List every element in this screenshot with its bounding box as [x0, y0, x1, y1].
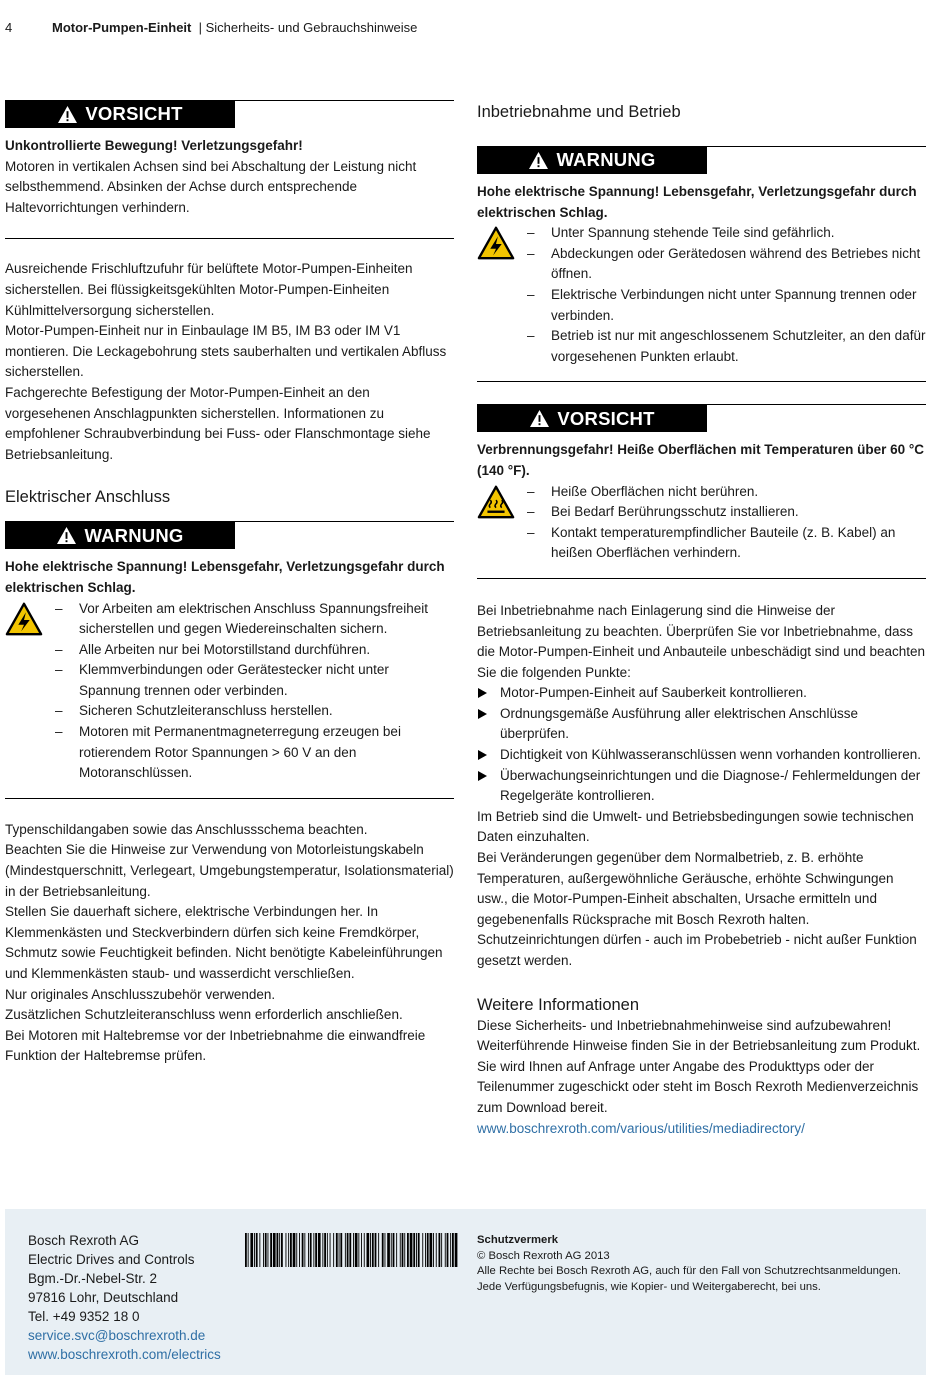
- list-item: – Unter Spannung stehende Teile sind gefährlich.: [527, 223, 926, 244]
- list-item: – Bei Bedarf Berührungsschutz installieren.: [527, 502, 926, 523]
- warning-title: Hohe elektrische Spannung! Lebensgefahr, Verletzungsgefahr durch elektrischen Schlag.: [477, 184, 917, 220]
- document-subtitle: | Sicherheits- und Gebrauchshinweise: [198, 20, 418, 35]
- caution-list: [515, 482, 926, 564]
- footer: [5, 1209, 926, 1375]
- more-info-text: Diese Sicherheits- und Inbetriebnahmehinweise sind aufzubewahren! Weiterführende Hinweise finden Sie in der Betriebsanleitung zum Produkt. Sie wird Ihnen auf Anfrage unter Angabe des Produkttyps oder der Teilenummer zugeschickt oder steht im Bosch Rexroth Medienverzeichnis zum Download bereit.: [477, 1017, 921, 1115]
- list-item: – Alle Arbeiten nur bei Motorstillstand durchführen.: [55, 640, 454, 661]
- warning-triangle-icon: [528, 151, 549, 170]
- caution-text: Motoren in vertikalen Achsen sind bei Abschaltung der Leistung nicht selbsthemmend. Absinken der Achse durch entsprechende Haltevorrichtungen verhindern.: [5, 158, 417, 215]
- warning-label: [5, 522, 235, 549]
- list-item-text: Überwachungseinrichtungen und die Diagnose-/ Fehlermeldungen der Regelgeräte kontrollieren.: [500, 767, 921, 804]
- section-heading-operation: Inbetriebnahme und Betrieb: [477, 103, 681, 121]
- barcode: [245, 1233, 459, 1267]
- media-directory-link[interactable]: www.boschrexroth.com/various/utilities/mediadirectory/: [477, 1120, 805, 1136]
- list-item: [477, 704, 926, 745]
- paragraph: Fachgerechte Befestigung der Motor-Pumpen-Einheit an den vorgesehenen Anschlagpunkten sicherstellen. Informationen zu empfohlener Schraubverbindung bei Fuss- oder Flanschmontage siehe Betriebsanleitung.: [5, 384, 431, 462]
- warning-body: [477, 223, 926, 381]
- triangle-bullet-icon: [478, 709, 487, 719]
- list-item: – Vor Arbeiten am elektrischen Anschluss Spannungsfreiheit sicherstellen und gegen Wiedereinschalten sichern.: [55, 599, 454, 640]
- document-title: Motor-Pumpen-Einheit: [52, 20, 192, 35]
- list-item: – Motoren mit Permanentmagneterregung erzeugen bei rotierendem Rotor Spannungen > 60 V an den Motoranschlüssen.: [55, 722, 454, 784]
- page-header: [5, 19, 417, 37]
- paragraph: Schutzeinrichtungen dürfen - auch im Probebetrieb - nicht außer Funktion gesetzt werden.: [477, 932, 917, 968]
- warning-list: [515, 223, 926, 367]
- list-item: – Heiße Oberflächen nicht berühren.: [527, 482, 926, 503]
- list-item: – Kontakt temperaturempfindlicher Bauteile (z. B. Kabel) an heißen Oberflächen verhindern.: [527, 523, 926, 564]
- warning-label: [477, 147, 707, 174]
- warning-title: Hohe elektrische Spannung! Lebensgefahr, Verletzungsgefahr durch elektrischen Schlag.: [5, 559, 445, 595]
- paragraph: Nur originales Anschlusszubehör verwenden.: [5, 986, 276, 1002]
- warning-triangle-icon: [529, 409, 550, 428]
- paragraph: Typenschildangaben sowie das Anschlussschema beachten.: [5, 821, 368, 837]
- caution-title: Verbrennungsgefahr! Heiße Oberflächen mit Temperaturen über 60 °C (140 °F).: [477, 442, 925, 478]
- caution-label-text: VORSICHT: [557, 407, 655, 429]
- caution-label: [5, 101, 235, 128]
- hot-surface-pictogram-icon: [477, 484, 515, 520]
- list-item: – Sicheren Schutzleiteranschluss herstellen.: [55, 701, 454, 722]
- mounting-paragraphs: [5, 259, 454, 465]
- list-item: – Betrieb ist nur mit angeschlossenem Schutzleiter, an den dafür vorgesehenen Punkten erlaubt.: [527, 326, 926, 367]
- paragraph: Beachten Sie die Hinweise zur Verwendung von Motorleistungskabeln (Mindestquerschnitt, Verlegeart, Umgebungstemperatur, Isolationsmaterial) in der Betriebsanleitung.: [5, 842, 454, 899]
- paragraph: Motor-Pumpen-Einheit nur in Einbaulage IM B5, IM B3 oder IM V1 montieren. Die Leckagebohrung stets sauberhalten und vertikalen Abfluss sicherstellen.: [5, 323, 447, 380]
- paragraph: Bei Motoren mit Haltebremse vor der Inbetriebnahme die einwandfreie Funktion der Haltebremse prüfen.: [5, 1027, 426, 1064]
- warning-box-electrical: [5, 521, 454, 799]
- company-name: Bosch Rexroth AG: [28, 1233, 140, 1248]
- high-voltage-pictogram-icon: [5, 601, 43, 637]
- high-voltage-pictogram-icon: [477, 225, 515, 261]
- caution-body: [477, 482, 926, 578]
- company-division: Electric Drives and Controls: [28, 1252, 195, 1267]
- caution-box-movement: [5, 100, 454, 239]
- company-address: [28, 1231, 221, 1364]
- commissioning-intro: Bei Inbetriebnahme nach Einlagerung sind die Hinweise der Betriebsanleitung zu beachten. Überprüfen Sie vor Inbetriebnahme, dass die Motor-Pumpen-Einheit und Anbauteile unbeschädigt sind und beachten Sie die folgenden Punkte:: [477, 602, 926, 680]
- warning-triangle-icon: [56, 526, 77, 545]
- paragraph: Zusätzlichen Schutzleiteranschluss wenn erforderlich anschließen.: [5, 1007, 403, 1023]
- company-phone: Tel. +49 9352 18 0: [28, 1309, 140, 1324]
- commissioning-checklist: [477, 683, 926, 807]
- section-heading-electrical: Elektrischer Anschluss: [5, 488, 171, 507]
- warning-label-text: WARNUNG: [84, 524, 184, 546]
- paragraph: Stellen Sie dauerhaft sichere, elektrische Verbindungen her. In Klemmenkästen und Steckverbindern dürfen sich keine Fremdkörper, Schmutz sowie Feuchtigkeit befinden. Nicht benötigte Kabeleinführungen und Klemmenkästen staub- und wasserdicht verschließen.: [5, 904, 443, 981]
- paragraph: Im Betrieb sind die Umwelt- und Betriebsbedingungen sowie technischen Daten einzuhalten.: [477, 808, 914, 845]
- paragraph: Bei Veränderungen gegenüber dem Normalbetrieb, z. B. erhöhte Temperaturen, außergewöhnliche Geräusche, erhöhte Schwingungen usw., die Motor-Pumpen-Einheit abschalten, Ursache ermitteln und gegebenenfalls Rücksprache mit Bosch Rexroth halten.: [477, 850, 894, 927]
- company-street: Bgm.-Dr.-Nebel-Str. 2: [28, 1271, 158, 1286]
- copyright-heading: Schutzvermerk: [477, 1234, 558, 1246]
- list-item: – Elektrische Verbindungen nicht unter Spannung trennen oder verbinden.: [527, 285, 926, 326]
- caution-label: [477, 405, 707, 432]
- copyright-notice: [477, 1233, 917, 1295]
- caution-title: Unkontrollierte Bewegung! Verletzungsgefahr!: [5, 138, 303, 153]
- copyright-line: © Bosch Rexroth AG 2013: [477, 1249, 610, 1262]
- service-email-link[interactable]: service.svc@boschrexroth.de: [28, 1328, 206, 1343]
- list-item: – Abdeckungen oder Gerätedosen während des Betriebes nicht öffnen.: [527, 244, 926, 285]
- list-item: [477, 766, 926, 807]
- warning-label-text: WARNUNG: [556, 149, 656, 171]
- caution-label-text: VORSICHT: [85, 103, 183, 125]
- company-website-link[interactable]: www.boschrexroth.com/electrics: [28, 1347, 221, 1362]
- list-item-text: Motor-Pumpen-Einheit auf Sauberkeit kontrollieren.: [500, 685, 807, 701]
- left-column: [5, 100, 454, 1067]
- warning-body: [5, 599, 454, 798]
- caution-box-hot-surface: [477, 404, 926, 579]
- right-column: [477, 100, 926, 1139]
- warning-box-operation: [477, 146, 926, 382]
- company-city: 97816 Lohr, Deutschland: [28, 1290, 179, 1305]
- triangle-bullet-icon: [478, 750, 487, 760]
- paragraph: Ausreichende Frischluftzufuhr für belüftete Motor-Pumpen-Einheiten sicherstellen. Bei flüssigkeitsgekühlten Motor-Pumpen-Einheiten Kühlmittelversorgung sicherstellen.: [5, 261, 413, 318]
- triangle-bullet-icon: [478, 771, 487, 781]
- warning-list: [43, 599, 454, 784]
- page-number: 4: [5, 20, 13, 35]
- warning-triangle-icon: [57, 105, 78, 124]
- triangle-bullet-icon: [478, 688, 487, 698]
- list-item-text: Dichtigkeit von Kühlwasseranschlüssen wenn vorhanden kontrollieren.: [500, 747, 921, 763]
- list-item: [477, 683, 926, 704]
- section-heading-more-info: Weitere Informationen: [477, 995, 640, 1014]
- list-item: [477, 745, 926, 766]
- connection-paragraphs: [5, 820, 454, 1067]
- list-item-text: Ordnungsgemäße Ausführung aller elektrischen Anschlüsse überprüfen.: [500, 705, 858, 742]
- list-item: – Klemmverbindungen oder Gerätestecker nicht unter Spannung trennen oder verbinden.: [55, 660, 454, 701]
- copyright-text: Alle Rechte bei Bosch Rexroth AG, auch für den Fall von Schutzrechtsanmeldungen. Jede Verfügungsbefugnis, wie Kopier- und Weitergaberecht, bei uns.: [477, 1265, 901, 1293]
